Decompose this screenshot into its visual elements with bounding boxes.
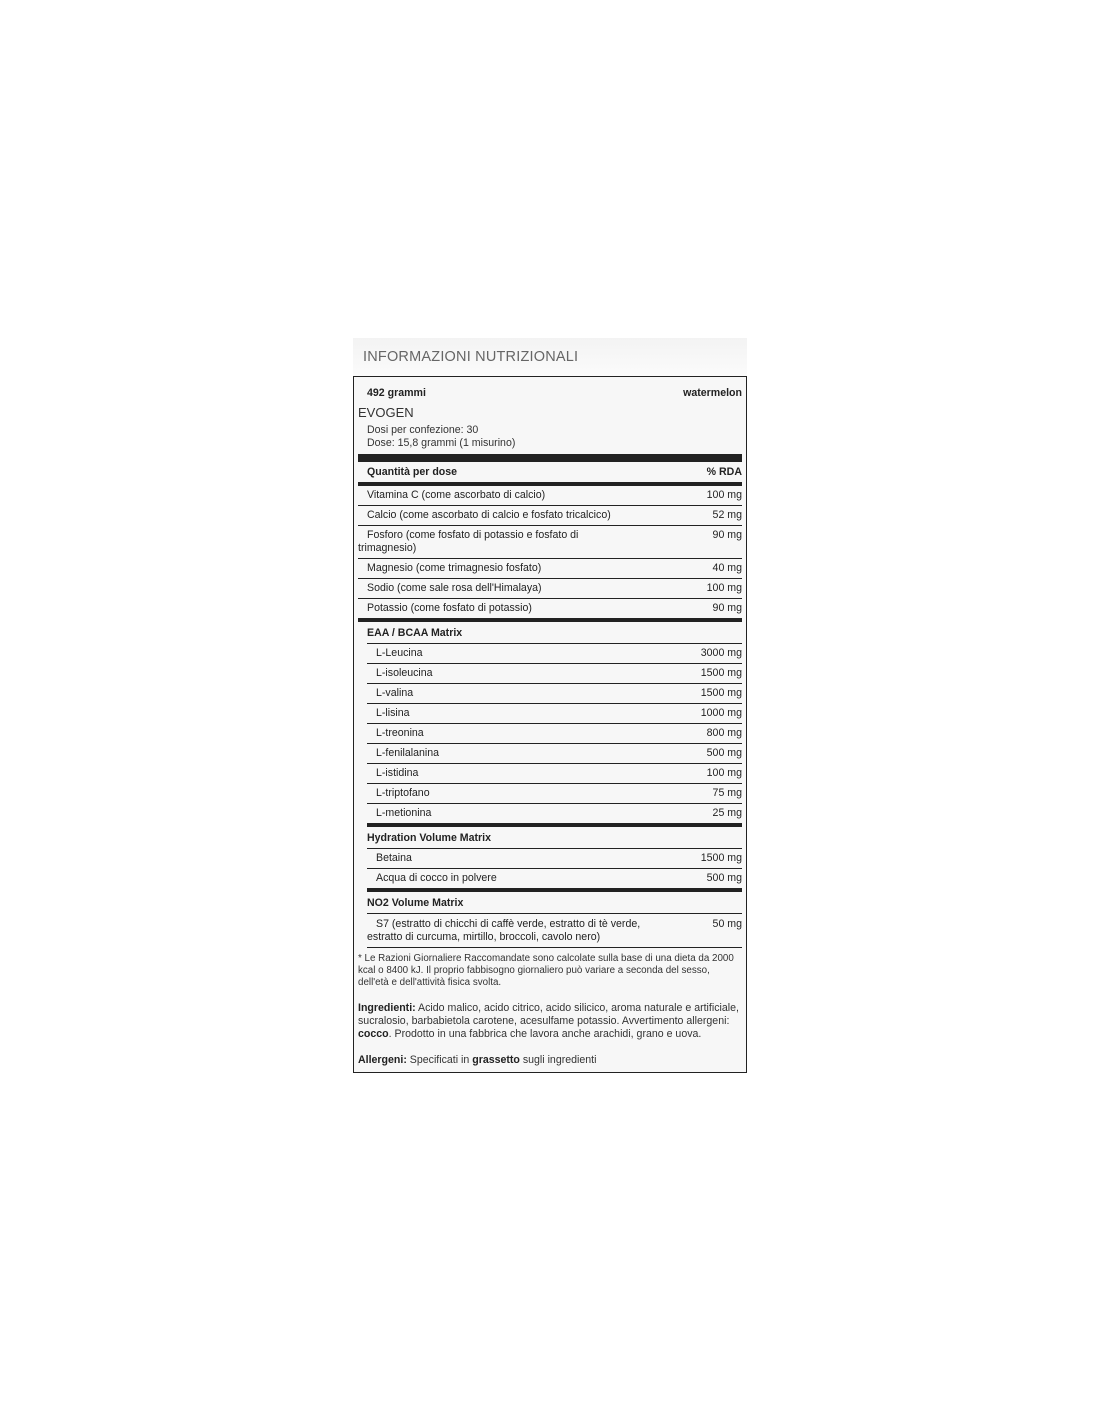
table-row [358, 599, 742, 618]
table-header-row [358, 462, 742, 486]
table-row [358, 526, 742, 559]
table-row [367, 869, 742, 888]
thick-divider [358, 454, 742, 462]
nutrient-value: 1500 mg [700, 852, 742, 864]
column-header-name: Quantità per dose [367, 466, 458, 478]
nutrient-value: 3000 mg [700, 647, 742, 659]
table-row [367, 784, 742, 804]
hydration-section [367, 827, 742, 892]
table-row [358, 559, 742, 579]
nutrient-name [367, 918, 643, 944]
table-row [358, 486, 742, 506]
nutrient-name: L-valina [376, 687, 414, 699]
nutrient-value: 1500 mg [700, 687, 742, 699]
nutrient-name-line-1: Fosforo (come fosfato di potassio e fosfato di [367, 529, 579, 541]
nutrient-name: Potassio (come fosfato di potassio) [367, 602, 532, 614]
section-title: NO2 Volume Matrix [367, 892, 742, 914]
nutrient-name: L-isoleucina [376, 667, 433, 679]
nutrient-name: L-fenilalanina [376, 747, 440, 759]
nutrient-value: 52 mg [712, 509, 742, 521]
nutrient-value: 100 mg [706, 582, 742, 594]
product-flavor: watermelon [683, 387, 742, 399]
product-weight: 492 grammi [367, 387, 426, 399]
table-row [358, 579, 742, 599]
nutrient-value: 100 mg [706, 489, 742, 501]
allergens-text: Specificati in [406, 1054, 473, 1066]
table-row [367, 914, 742, 948]
table-row [367, 724, 742, 744]
nutrition-panel [353, 338, 747, 1073]
nutrient-name: Betaina [376, 852, 412, 864]
nutrition-label [353, 376, 747, 1073]
nutrient-value: 50 mg [712, 918, 742, 930]
table-row [367, 804, 742, 823]
nutrient-name: Calcio (come ascorbato di calcio e fosfato tricalcico) [367, 509, 611, 521]
allergens-text-2: sugli ingredienti [519, 1054, 597, 1066]
allergens-label: Allergeni: [358, 1054, 407, 1066]
nutrient-value: 1500 mg [700, 667, 742, 679]
nutrient-value: 100 mg [706, 767, 742, 779]
nutrient-value: 40 mg [712, 562, 742, 574]
nutrient-name-line-2: trimagnesio) [358, 542, 417, 554]
no2-section [367, 892, 742, 948]
nutrient-value: 500 mg [706, 872, 742, 884]
allergens-bold: grassetto [472, 1054, 520, 1066]
nutrient-name: Magnesio (come trimagnesio fosfato) [367, 562, 542, 574]
footnote: * Le Razioni Giornaliere Raccomandate sono calcolate sulla base di una dieta da 2000 kcal o 8400 kJ. Il proprio fabbisogno giornaliero può variare a seconda del sesso, dell'età e dell'attività fisica svolta. [358, 953, 734, 988]
nutrient-value: 800 mg [706, 727, 742, 739]
nutrient-name [358, 529, 578, 555]
ingredients-text: Acido malico, acido citrico, acido silicico, aroma naturale e artificiale, sucralosio, barbabietola carotene, acesulfame potassio. Avvertimento allergeni: [358, 1002, 739, 1027]
nutrient-name: L-Leucina [376, 647, 423, 659]
nutrient-name: L-treonina [376, 727, 424, 739]
nutrient-name: Sodio (come sale rosa dell'Himalaya) [367, 582, 542, 594]
nutrient-name-text: S7 (estratto di chicchi di caffè verde, estratto di tè verde, estratto di curcuma, mirtillo, broccoli, cavolo nero) [367, 918, 641, 943]
product-name: EVOGEN [358, 405, 414, 420]
nutrient-value: 500 mg [706, 747, 742, 759]
column-header-value: % RDA [706, 466, 742, 478]
product-top-row [358, 387, 742, 400]
table-row [367, 684, 742, 704]
ingredients-label: Ingredienti: [358, 1002, 416, 1014]
nutrient-name: L-lisina [376, 707, 410, 719]
nutrient-value: 90 mg [712, 529, 742, 541]
section-title: EAA / BCAA Matrix [367, 622, 742, 644]
nutrient-value: 25 mg [712, 807, 742, 819]
section-title: Hydration Volume Matrix [367, 827, 742, 849]
nutrient-value: 1000 mg [700, 707, 742, 719]
servings-per-container: Dosi per confezione: 30 [367, 424, 479, 436]
nutrient-name: L-metionina [376, 807, 432, 819]
ingredients-allergen: cocco [358, 1028, 389, 1040]
table-row [367, 644, 742, 664]
table-row [367, 849, 742, 869]
nutrient-name: L-triptofano [376, 787, 430, 799]
nutrient-name: Vitamina C (come ascorbato di calcio) [367, 489, 546, 501]
table-row [367, 664, 742, 684]
nutrient-name: L-istidina [376, 767, 419, 779]
nutrient-value: 75 mg [712, 787, 742, 799]
table-row [367, 744, 742, 764]
eaa-section [367, 622, 742, 827]
table-row [358, 506, 742, 526]
table-row [367, 704, 742, 724]
nutrient-name: Acqua di cocco in polvere [376, 872, 497, 884]
allergens [358, 1054, 742, 1067]
ingredients [358, 1002, 742, 1041]
panel-title: INFORMAZIONI NUTRIZIONALI [353, 338, 747, 376]
ingredients-text-2: . Prodotto in una fabbrica che lavora anche arachidi, grano e uova. [388, 1028, 702, 1040]
table-row [367, 764, 742, 784]
nutrient-value: 90 mg [712, 602, 742, 614]
serving-size: Dose: 15,8 grammi (1 misurino) [367, 437, 516, 449]
